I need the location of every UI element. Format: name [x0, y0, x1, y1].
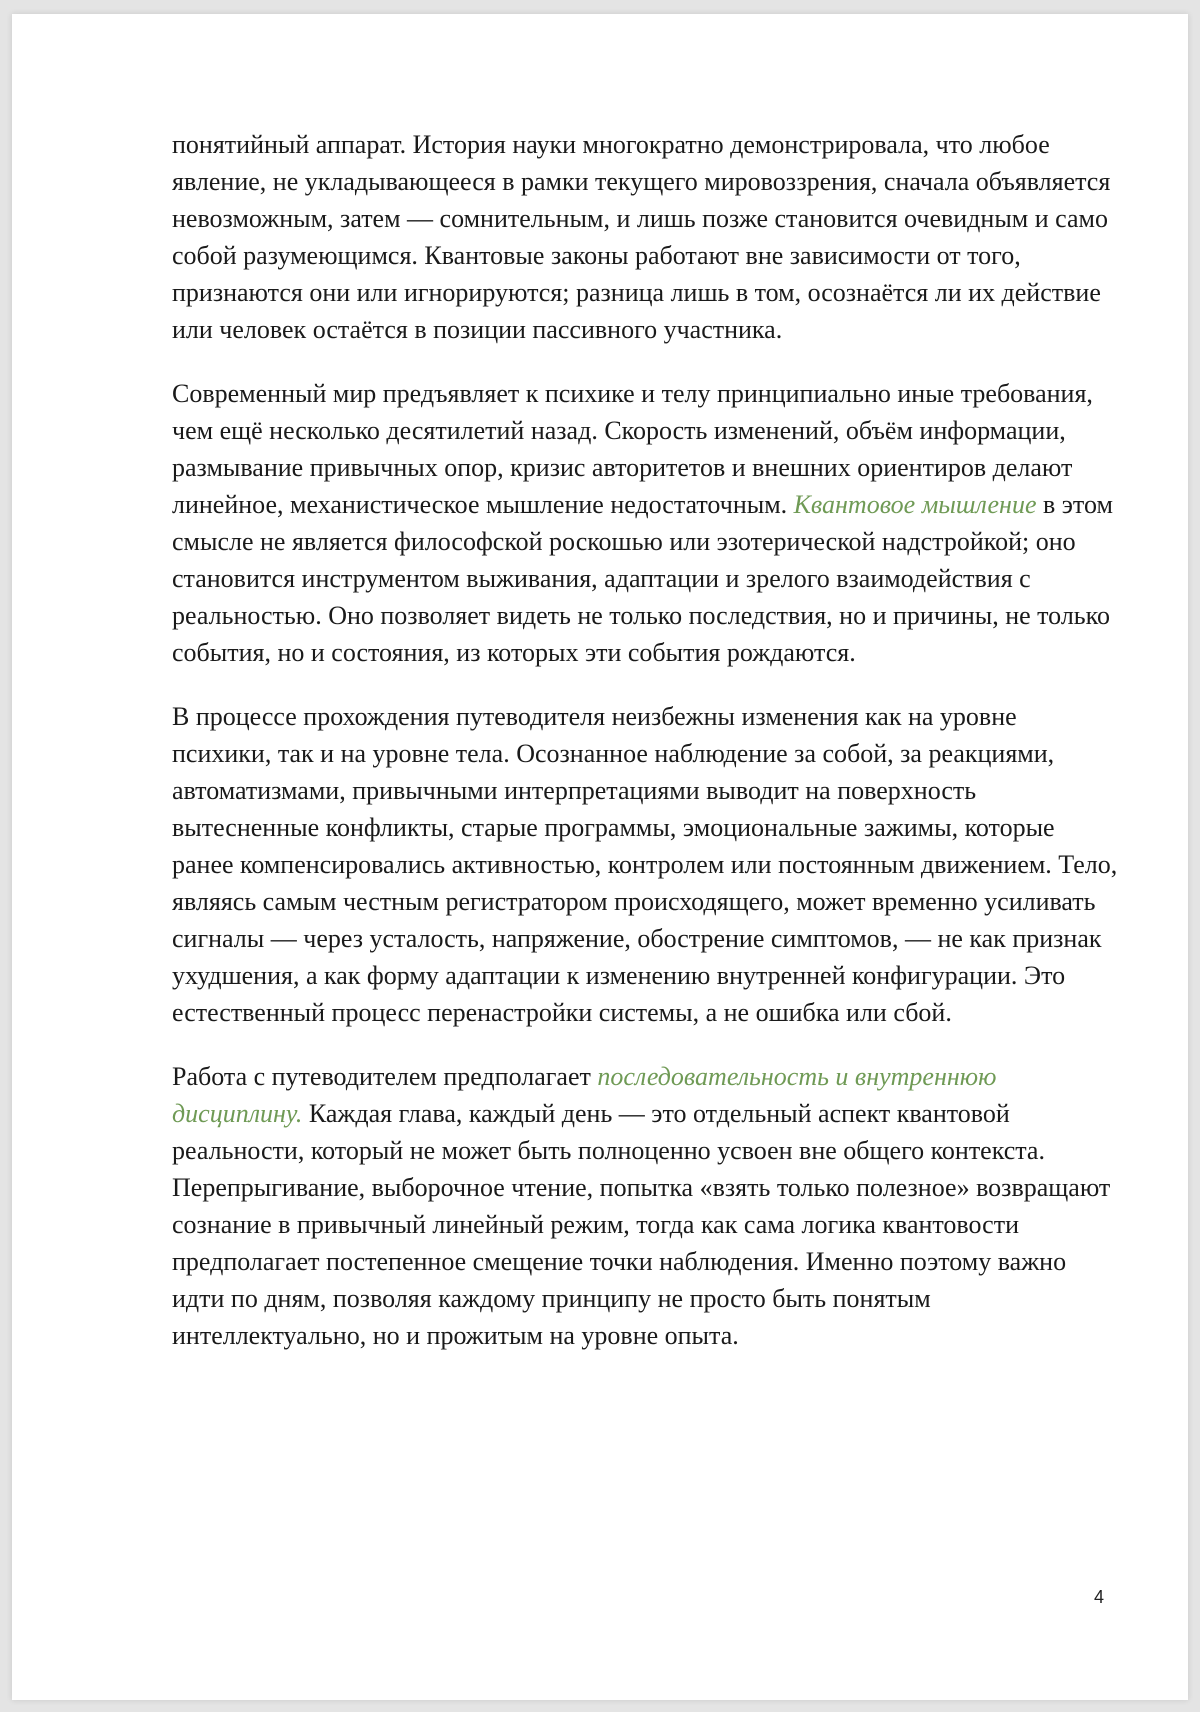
- paragraph-text: в этом смысле не является философской роскошью или эзотерической надстройкой; оно становится инструментом выживания, адаптации и зрелого взаимодействия с реальностью. Оно позволяет видеть не только последствия, но и причины, не только события, но и состояния, из которых эти события рождаются.: [172, 490, 1113, 667]
- paragraph-text: Каждая глава, каждый день — это отдельный аспект квантовой реальности, который не может быть полноценно усвоен вне общего контекста. Перепрыгивание, выборочное чтение, попытка «взять только полезное» возвращают сознание в привычный линейный режим, тогда как сама логика квантовости предполагает постепенное смещение точки наблюдения. Именно поэтому важно идти по дням, позволяя каждому принципу не просто быть понятым интеллектуально, но и прожитым на уровне опыта.: [172, 1099, 1111, 1350]
- highlighted-phrase: Квантовое мышление: [793, 490, 1037, 519]
- highlighted-phrase: последовательность и внутреннюю дисциплину.: [172, 1062, 997, 1128]
- paragraph-text: понятийный аппарат. История науки многократно демонстрировала, что любое явление, не укладывающееся в рамки текущего мировоззрения, сначала объявляется невозможным, затем — сомнительным, и лишь позже становится очевидным и само собой разумеющимся. Квантовые законы работают вне зависимости от того, признаются они или игнорируются; разница лишь в том, осознаётся ли их действие или человек остаётся в позиции пассивного участника.: [172, 130, 1111, 344]
- paragraph-text: В процессе прохождения путеводителя неизбежны изменения как на уровне психики, так и на уровне тела. Осознанное наблюдение за собой, за реакциями, автоматизмами, привычными интерпретациями выводит на поверхность вытесненные конфликты, старые программы, эмоциональные зажимы, которые ранее компенсировались активностью, контролем или постоянным движением. Тело, являясь самым честным регистратором происходящего, может временно усиливать сигналы — через усталость, напряжение, обострение симптомов, — не как признак ухудшения, а как форму адаптации к изменению внутренней конфигурации. Это естественный процесс перенастройки системы, а не ошибка или сбой.: [172, 702, 1118, 1027]
- paragraph-text: Современный мир предъявляет к психике и телу принципиально иные требования, чем ещё несколько десятилетий назад. Скорость изменений, объём информации, размывание привычных опор, кризис авторитетов и внешних ориентиров делают линейное, механистическое мышление недостаточным.: [172, 379, 1093, 519]
- paragraph-4: [172, 1058, 1122, 1354]
- document-page: [12, 14, 1188, 1700]
- paragraph-3: [172, 698, 1122, 1031]
- paragraph-2: [172, 375, 1122, 671]
- page-body: [172, 126, 1122, 1381]
- paragraph-1: [172, 126, 1122, 348]
- paragraph-text: Работа с путеводителем предполагает: [172, 1062, 598, 1091]
- page-number: 4: [1093, 1587, 1104, 1607]
